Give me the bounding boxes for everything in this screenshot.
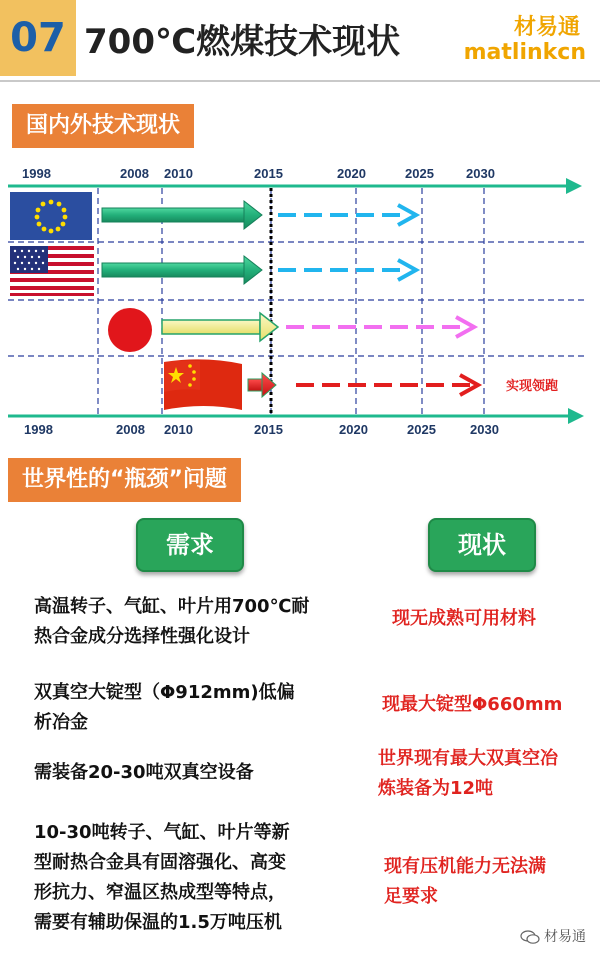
demand-line: 双真空大锭型（Φ912mm)低偏 (34, 682, 295, 703)
top-year-labels (22, 166, 495, 181)
year-label: 1998 (22, 166, 51, 181)
row-separators (8, 242, 584, 356)
status-line: 炼装备为12吨 (378, 778, 494, 799)
china-note: 实现领跑 (506, 378, 559, 393)
year-label: 1998 (24, 422, 53, 437)
year-label: 2015 (254, 166, 283, 181)
us-dashed-arrow (278, 260, 416, 280)
status-item (392, 604, 536, 634)
demand-line: 形抗力、窄温区热成型等特点， (34, 882, 286, 903)
eu-dashed-arrow (278, 205, 416, 225)
demand-line: 析冶金 (34, 712, 88, 733)
china-dashed-arrow (296, 375, 478, 395)
header-divider (0, 80, 600, 82)
eu-solid-arrow (102, 201, 262, 229)
page-title: 700℃燃煤技术现状 (84, 22, 401, 62)
demand-line: 需装备20-30吨双真空设备 (34, 762, 254, 783)
demand-line: 热合金成分选择性强化设计 (34, 626, 250, 647)
bottom-year-labels (24, 422, 499, 437)
status-line: 足要求 (384, 886, 438, 907)
year-label: 2030 (470, 422, 499, 437)
demand-item (34, 592, 309, 652)
watermark (520, 926, 586, 946)
section-number-box (0, 0, 76, 76)
year-label: 2030 (466, 166, 495, 181)
status-item (382, 690, 562, 720)
china-flag (164, 359, 242, 410)
section-label-bottleneck: 世界性的“瓶颈”问题 (8, 458, 241, 502)
status-item (378, 744, 558, 804)
year-label: 2025 (407, 422, 436, 437)
status-header: 现状 (428, 518, 536, 572)
brand-name-en: matlinkcn (463, 40, 586, 65)
year-label: 2020 (337, 166, 366, 181)
year-label: 2020 (339, 422, 368, 437)
eu-flag (10, 192, 92, 240)
demand-item (34, 678, 295, 738)
status-line: 世界现有最大双真空冶 (378, 748, 558, 769)
demand-line: 需要有辅助保温的1.5万吨压机 (34, 912, 282, 933)
status-item (384, 852, 546, 912)
japan-solid-arrow (162, 313, 278, 341)
demand-item (34, 818, 290, 938)
demand-item (34, 758, 254, 788)
status-line: 现最大锭型Φ660mm (382, 694, 563, 715)
wechat-icon (520, 930, 540, 944)
year-label: 2010 (164, 166, 193, 181)
brand-name-cn: 材易通 (513, 15, 580, 40)
watermark-text: 材易通 (544, 929, 586, 945)
year-label: 2015 (254, 422, 283, 437)
demand-line: 高温转子、气缸、叶片用700℃耐 (34, 596, 310, 617)
year-label: 2008 (116, 422, 145, 437)
year-label: 2010 (164, 422, 193, 437)
section-label-status: 国内外技术现状 (12, 104, 194, 148)
status-line: 现有压机能力无法满 (384, 856, 546, 877)
us-flag (10, 246, 94, 296)
status-line: 现无成熟可用材料 (392, 608, 536, 629)
section-number: 07 (10, 15, 66, 61)
demand-header: 需求 (136, 518, 244, 572)
us-solid-arrow (102, 256, 262, 284)
header (0, 0, 600, 80)
year-label: 2008 (120, 166, 149, 181)
technology-timeline (0, 158, 600, 438)
demand-line: 型耐热合金具有固溶强化、高变 (34, 852, 286, 873)
japan-dashed-arrow (286, 317, 474, 337)
japan-flag (108, 308, 152, 352)
year-label: 2025 (405, 166, 434, 181)
top-axis (8, 178, 582, 194)
demand-line: 10-30吨转子、气缸、叶片等新 (34, 822, 290, 843)
